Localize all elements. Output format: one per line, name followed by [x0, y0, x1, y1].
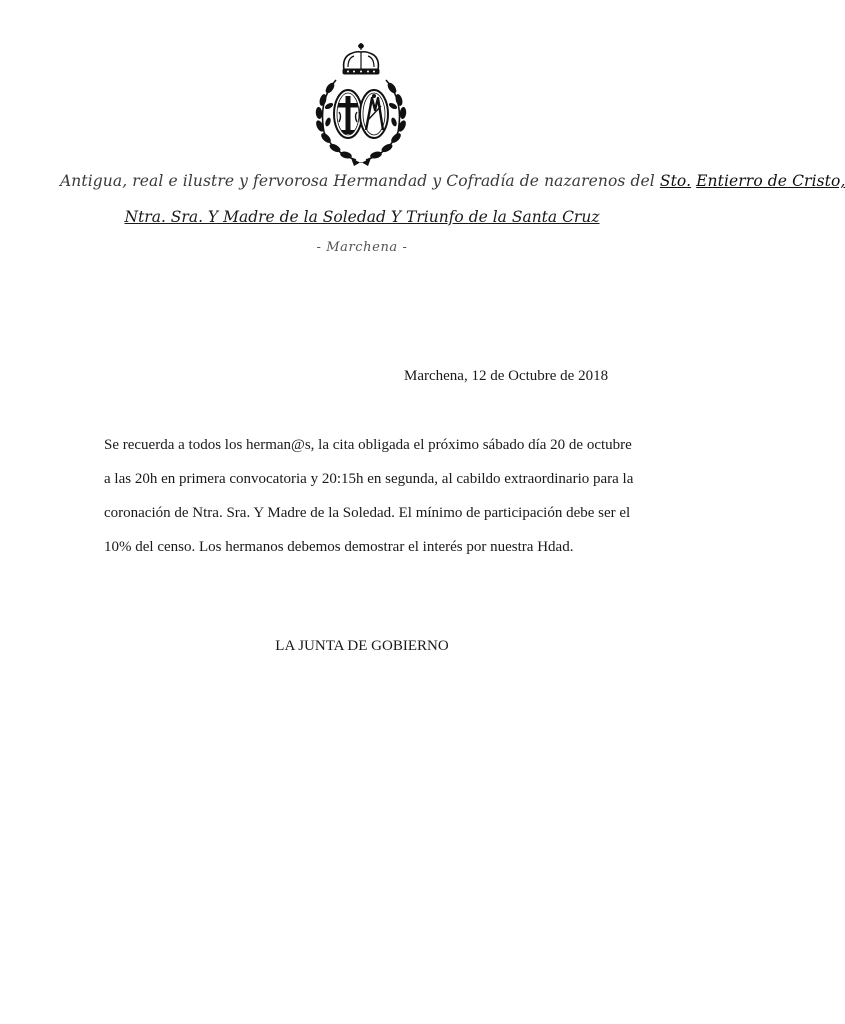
brotherhood-crest-icon	[306, 40, 416, 170]
body-line: coronación de Ntra. Sra. Y Madre de la Soledad. El mínimo de participación debe ser el	[104, 505, 631, 521]
body-line: Se recuerda a todos los herman@s, la cita obligada el próximo sábado día 20 de octubre	[104, 437, 632, 453]
heading-entierro: Entierro de Cristo,	[696, 172, 845, 190]
document-date: Marchena, 12 de Octubre de 2018	[404, 368, 609, 384]
heading-sto: Sto.	[659, 172, 692, 190]
signature-block: LA JUNTA DE GOBIERNO	[275, 638, 449, 654]
body-line: 10% del censo. Los hermanos debemos demostrar el interés por nuestra Hdad.	[104, 539, 574, 555]
heading-triunfo: Y Triunfo de la Santa Cruz	[385, 208, 600, 226]
notice-body	[104, 428, 634, 564]
heading-prefix: Antigua, real e ilustre y fervorosa Hermandad y Cofradía de nazarenos del	[60, 172, 660, 190]
brotherhood-name-line2	[60, 208, 664, 226]
body-line: a las 20h en primera convocatoria y 20:15h en segunda, al cabildo extraordinario para la	[104, 471, 634, 487]
crown-icon	[343, 43, 379, 74]
cross-shield-icon	[334, 90, 362, 138]
emblem-shield-icon	[360, 90, 388, 138]
brotherhood-name-line1	[60, 172, 845, 190]
heading-town: - Marchena -	[316, 240, 408, 255]
heading-soledad: Ntra. Sra. Y Madre de la Soledad	[124, 208, 386, 226]
